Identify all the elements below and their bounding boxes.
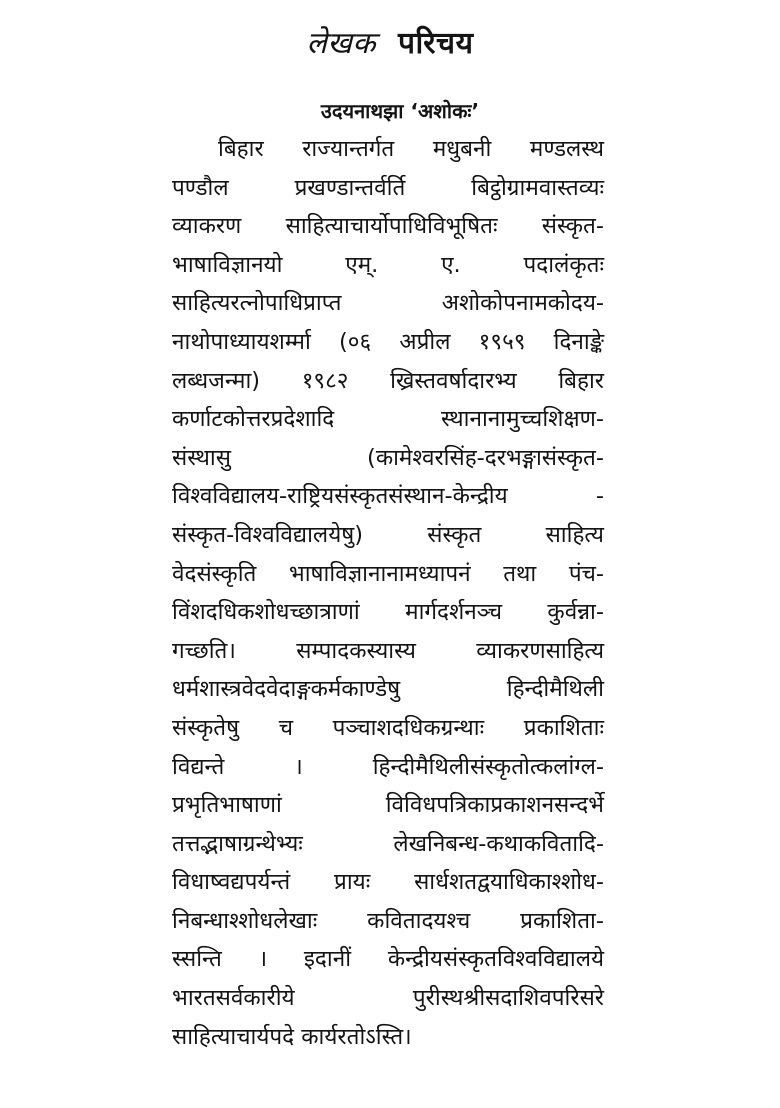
paragraph-line: नाथोपाध्यायशर्म्मा (०६ अप्रील १९५९ दिनाङ्के [172,328,604,355]
paragraph-line: साहित्याचार्यपदे कार्यरतोऽस्ति। [172,1023,412,1050]
page-title [0,22,780,66]
title-word-lekhak: लेखक [306,26,376,61]
paragraph-line: बिहार राज्यान्तर्गत मधुबनी मण्डलस्थ [218,136,604,162]
paragraph-line: धर्मशास्त्रवेदवेदाङ्गकर्मकाण्डेषु हिन्दीमैथिली [172,676,604,703]
paragraph-line: निबन्धाश्शोधलेखाः कवितादयश्च प्रकाशिता- [172,907,604,934]
paragraph-line: पण्डौल प्रखण्डान्तर्वर्ति बिट्ठोग्रामवास्तव्यः [172,174,604,201]
paragraph-line: लब्धजन्मा) १९८२ ख्रिस्तवर्षादारभ्य बिहार [172,367,604,394]
title-word-parichay: परिचय [397,26,474,61]
paragraph-line: संस्थासु (कामेश्वरसिंह-दरभङ्गासंस्कृत- [172,444,604,471]
paragraph-line: भाषाविज्ञानयो एम्. ए. पदालंकृतः [172,251,604,278]
paragraph-line: भारतसर्वकारीये पुरीस्थश्रीसदाशिवपरिसरे [172,985,604,1012]
paragraph-line: संस्कृतेषु च पञ्चाशदधिकग्रन्थाः प्रकाशिताः [172,714,604,741]
paragraph-line: विद्यन्ते । हिन्दीमैथिलीसंस्कृतोत्कलांग्ल- [172,753,604,780]
paragraph-line: तत्तद्भाषाग्रन्थेभ्यः लेखनिबन्ध-कथाकवितादि- [172,830,604,857]
author-name: उदयनाथझा ‘अशोकः’ [320,99,480,123]
paragraph-line: गच्छति। सम्पादकस्यास्य व्याकरणसाहित्य [172,637,604,664]
paragraph-line: विंशदधिकशोधच्छात्राणां मार्गदर्शनञ्च कुर्वन्ना- [172,599,604,626]
paragraph-line: व्याकरण साहित्याचार्योपाधिविभूषितः संस्कृत- [172,213,604,240]
paragraph-line: वेदसंस्कृति भाषाविज्ञानानामध्यापनं तथा पंच- [172,560,604,587]
paragraph-line: प्रभृतिभाषाणां विविधपत्रिकाप्रकाशनसन्दर्भे [172,792,604,819]
paragraph-line: स्सन्ति । इदानीं केन्द्रीयसंस्कृतविश्वविद्यालये [172,946,604,973]
paragraph-line: संस्कृत-विश्वविद्यालयेषु) संस्कृत साहित्य [172,521,604,548]
paragraph-line: विधाष्वद्यपर्यन्तं प्रायः सार्धशतद्वयाधिकाश्शोध- [172,869,604,896]
biography-paragraph [172,130,604,1056]
paragraph-line: विश्वविद्यालय-राष्ट्रियसंस्कृतसंस्थान-केन्द्रीय - [172,483,604,510]
paragraph-line: कर्णाटकोत्तरप्रदेशादि स्थानानामुच्चशिक्षण- [172,406,604,433]
paragraph-line: साहित्यरत्नोपाधिप्राप्त अशोकोपनामकोदय- [172,290,604,317]
